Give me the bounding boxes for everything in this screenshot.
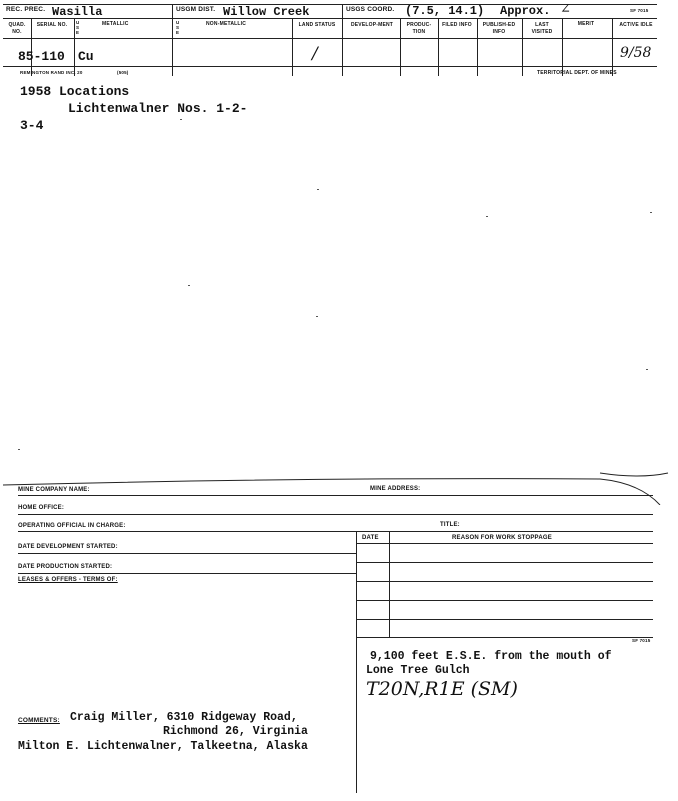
home-office-label: HOME OFFICE: [18,505,65,511]
col-active-idle: ACTIVE IDLE [619,22,653,28]
mine-address-label: MINE ADDRESS: [370,486,421,492]
form-number-bottom: SF 7015 [632,638,651,643]
rec-prec-value: Wasilla [52,5,103,19]
rule-home-office [18,514,653,515]
usgm-dist-label: USGM DIST. [176,6,216,13]
rec-prec-label: REC. PREC. [6,6,46,13]
col-use-nonmetallic: U S E [176,20,180,35]
record-land-status-mark: / [312,44,318,64]
record-row-rule [3,66,657,67]
col-published-info: PUBLISH-ED INFO [482,22,516,35]
scan-speck [188,285,190,286]
footer-code: (505) [117,70,129,75]
usgs-coord-value: (7.5, 14.1) [405,4,485,18]
record-active-idle-hand: 9/58 [620,45,652,61]
scan-speck [18,449,20,450]
rule-company [18,495,653,496]
rule-reason-2 [356,581,653,582]
usgs-coord-label: USGS COORD. [346,6,395,13]
coord-note: Approx. [500,4,551,18]
col-div-e [438,18,439,76]
lower-form-top-curve [0,465,678,505]
lower-form-vertical-divider [356,531,357,793]
rule-reason-3 [356,600,653,601]
col-div-b [74,18,75,76]
scan-speck [316,316,318,317]
rule-dev-started [18,553,356,554]
record-metal: Cu [78,49,94,64]
comments-label: COMMENTS: [18,717,60,724]
col-metallic: METALLIC [102,21,129,27]
col-div-c [292,18,293,76]
location-line-2: Lone Tree Gulch [366,664,470,677]
col-div-a [31,18,32,76]
col-div-g [522,18,523,76]
hand-mark: ∠ [560,2,571,17]
rule-official [18,531,653,532]
body-line-1: 1958 Locations [20,84,130,99]
date-prod-started-label: DATE PRODUCTION STARTED: [18,564,113,570]
date-reason-divider [389,531,390,637]
date-dev-started-label: DATE DEVELOPMENT STARTED: [18,544,118,550]
scan-speck [646,369,648,370]
location-line-1: 9,100 feet E.S.E. from the mouth of [370,650,612,663]
operating-official-label: OPERATING OFFICIAL IN CHARGE: [18,523,126,529]
col-merit: MERIT [577,21,595,27]
mine-company-name-label: MINE COMPANY NAME: [18,487,90,493]
footer-printer: REMINGTON RAND INC. 20 [20,70,83,75]
rule-location-top [356,637,653,638]
footer-dept: TERRITORIAL DEPT. OF MINES [537,70,617,76]
reason-column-header: REASON FOR WORK STOPPAGE [452,535,552,541]
col-serial-no: SERIAL NO. [36,22,68,28]
col-filed-info: FILED INFO [442,22,472,28]
location-handwritten: T20N,R1E (SM) [366,678,518,700]
scan-speck [650,212,652,213]
usgm-dist-value: Willow Creek [223,5,310,19]
col-production: PRODUC-TION [406,22,432,35]
scan-speck [486,216,488,217]
comments-line-3: Milton E. Lichtenwalner, Talkeetna, Alaska [18,740,308,753]
col-non-metallic: NON-METALLIC [206,21,247,27]
date-column-header: DATE [362,535,379,541]
header-underline [3,18,657,19]
body-line-2: Lichtenwalner Nos. 1-2- [68,101,248,116]
scan-speck [180,119,182,120]
col-div-d [400,18,401,76]
col-quad-no: QUAD. NO. [8,22,26,35]
col-use-metallic: U S E [76,20,80,35]
rule-reason-1 [356,562,653,563]
body-line-3: 3-4 [20,118,44,133]
leases-label: LEASES & OFFERS - TERMS OF: [18,577,118,583]
col-development: DEVELOP-MENT [350,22,394,28]
col-div-h [562,18,563,76]
record-serial: 85-110 [18,49,65,64]
comments-line-2: Richmond 26, Virginia [163,725,308,738]
rule-reason-4 [356,619,653,620]
col-land-status: LAND STATUS [298,22,336,28]
rule-prod-started [18,573,356,574]
title-label: TITLE: [440,522,460,528]
scan-speck [317,189,319,190]
form-number-top: SF 7015 [630,8,649,13]
col-last-visited: LAST VISITED [531,22,553,35]
rule-reason-header [356,543,653,544]
col-div-f [477,18,478,76]
comments-line-1: Craig Miller, 6310 Ridgeway Road, [70,711,298,724]
col-header-bottom-rule [3,38,657,39]
col-div-i [612,18,613,76]
